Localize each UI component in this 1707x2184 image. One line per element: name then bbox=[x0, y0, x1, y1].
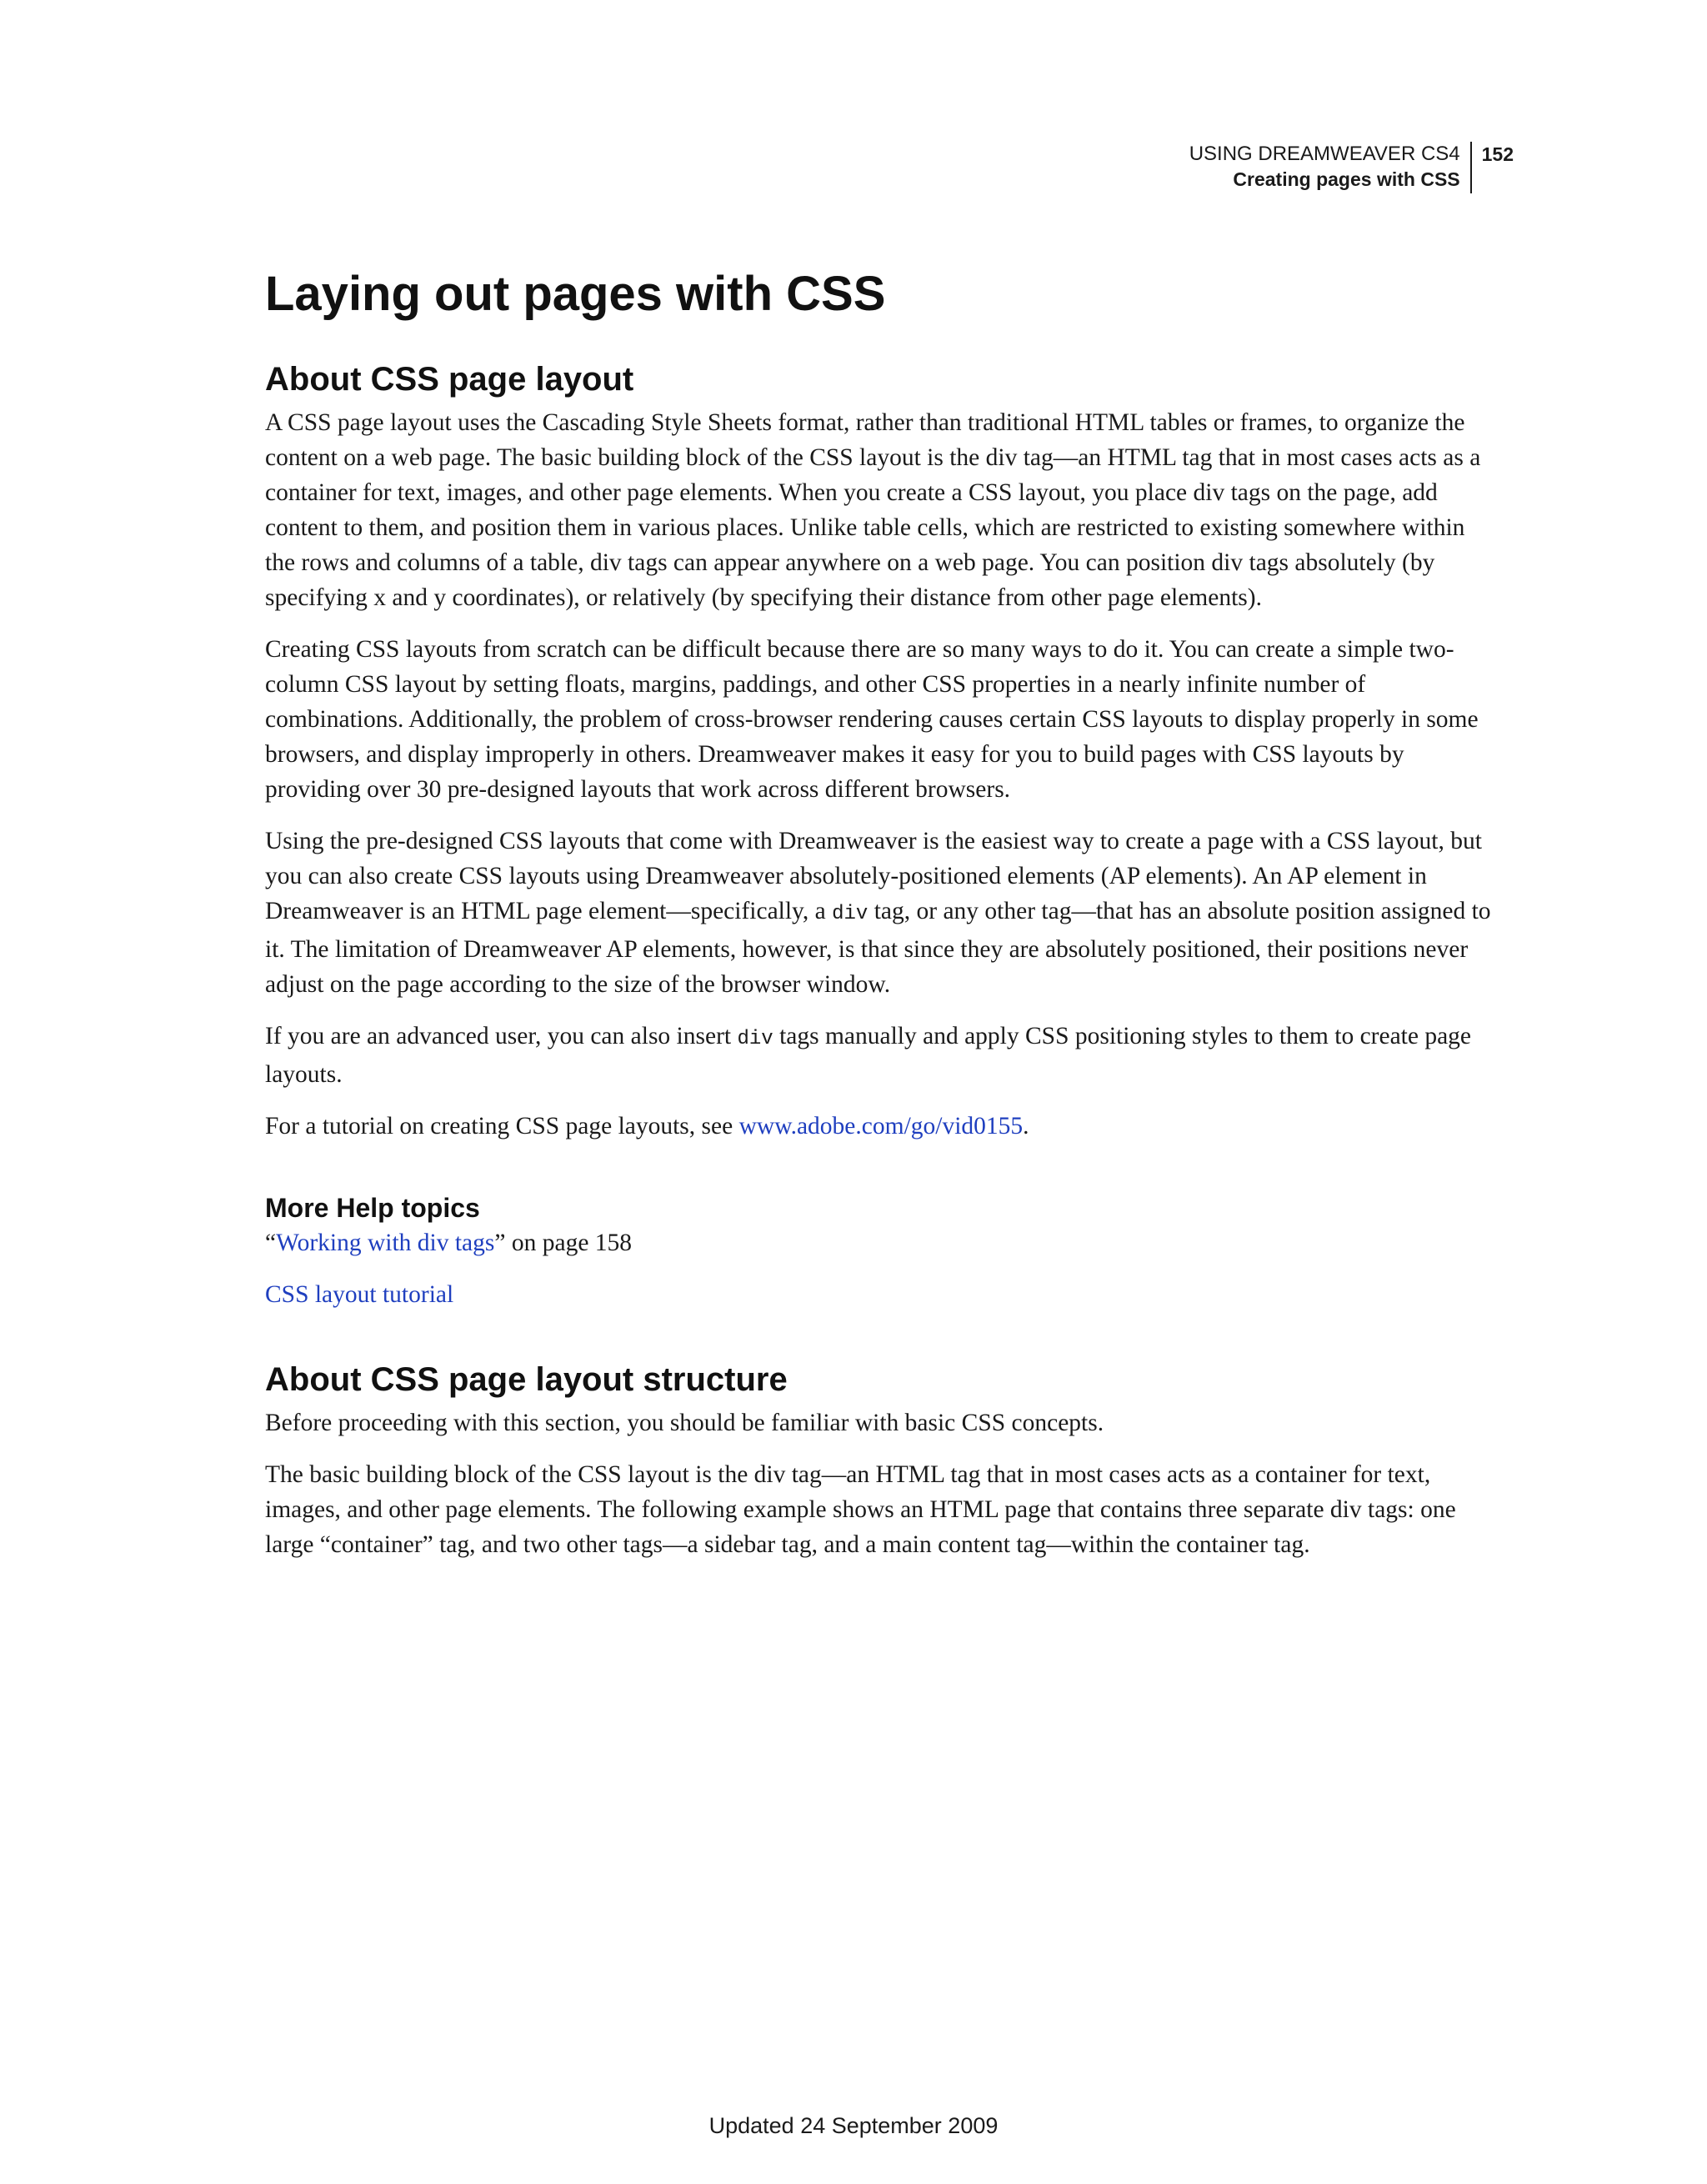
footer-updated-date: Updated 24 September 2009 bbox=[708, 2113, 999, 2138]
more-help-heading: More Help topics bbox=[265, 1193, 480, 1223]
css-layout-tutorial-link[interactable]: CSS layout tutorial bbox=[265, 1281, 454, 1308]
main-content bbox=[265, 265, 1499, 1579]
paragraph-text: tag, or any other tag—that has an absolute position assigned to it. The limitation of Dreamweaver AP elements, however, is that since they are absolutely positioned, their positions never adjust on the page according to the size of the browser window. bbox=[265, 898, 1491, 998]
open-quote: “ bbox=[265, 1230, 277, 1256]
page-title: Laying out pages with CSS bbox=[265, 267, 886, 321]
page-reference: ” on page 158 bbox=[494, 1230, 633, 1256]
working-with-div-tags-link[interactable]: Working with div tags bbox=[276, 1230, 495, 1256]
running-header-text bbox=[1189, 142, 1472, 193]
paragraph-scratch: Creating CSS layouts from scratch can be difficult because there are so many ways to do it. You can create a simple two-column CSS layout by setting floats, margins, paddings, and other CSS properties in a nearly infinite number of combinations. Additionally, the problem of cross-browser rendering causes certain CSS layouts to display properly in some browsers, and display improperly in others. Dreamweaver makes it easy for you to build pages with CSS layouts by providing over 30 pre-designed layouts that work across different browsers. bbox=[265, 636, 1479, 803]
paragraph-text: For a tutorial on creating CSS page layouts, see bbox=[265, 1113, 739, 1140]
chapter-title: Creating pages with CSS bbox=[1233, 168, 1460, 190]
book-title: USING DREAMWEAVER CS4 bbox=[1189, 143, 1460, 165]
help-topic-item bbox=[265, 1277, 1499, 1312]
paragraph-text: Using the pre-designed CSS layouts that come with Dreamweaver is the easiest way to create a page with a CSS layout, but you can also create CSS layouts using Dreamweaver absolutely-positioned elements (AP elements). An AP element in Dreamweaver is an HTML page element—specifically, a bbox=[265, 828, 1482, 924]
paragraph-tutorial bbox=[265, 1109, 1499, 1144]
inline-code: div bbox=[737, 1028, 773, 1050]
paragraph-text: tags manually and apply CSS positioning styles to them to create page layouts. bbox=[265, 1023, 1472, 1088]
paragraph-text: If you are an advanced user, you can also insert bbox=[265, 1023, 738, 1049]
inline-code: div bbox=[832, 903, 869, 925]
section-heading-css-page-layout: About CSS page layout bbox=[265, 361, 634, 398]
paragraph-intro: A CSS page layout uses the Cascading Style Sheets format, rather than traditional HTML tables or frames, to organize the content on a web page. The basic building block of the CSS layout is the div tag—an HTML tag that in most cases acts as a container for text, images, and other page elements. When you create a CSS layout, you place div tags on the page, add content to them, and position them in various places. Unlike table cells, which are restricted to existing somewhere within the rows and columns of a table, div tags can appear anywhere on a web page. You can position div tags absolutely (by specifying x and y coordinates), or relatively (by specifying their distance from other page elements). bbox=[265, 409, 1481, 611]
tutorial-link[interactable]: www.adobe.com/go/vid0155 bbox=[738, 1113, 1024, 1140]
paragraph-advanced bbox=[265, 1019, 1499, 1092]
help-topic-item bbox=[265, 1225, 1499, 1260]
paragraph-text: . bbox=[1023, 1113, 1029, 1140]
section-heading-css-page-layout-structure: About CSS page layout structure bbox=[265, 1361, 788, 1398]
running-header bbox=[1189, 142, 1514, 193]
paragraph-pre-designed bbox=[265, 824, 1499, 1002]
page-number: 152 bbox=[1481, 143, 1514, 165]
paragraph-div-example: The basic building block of the CSS layout is the div tag—an HTML tag that in most cases acts as a container for text, images, and other page elements. The following example shows an HTML page that contains three separate div tags: one large “container” tag, and two other tags—a sidebar tag, and a main content tag—within the container tag. bbox=[265, 1461, 1456, 1558]
paragraph-prerequisite: Before proceeding with this section, you should be familiar with basic CSS concepts. bbox=[265, 1410, 1104, 1436]
